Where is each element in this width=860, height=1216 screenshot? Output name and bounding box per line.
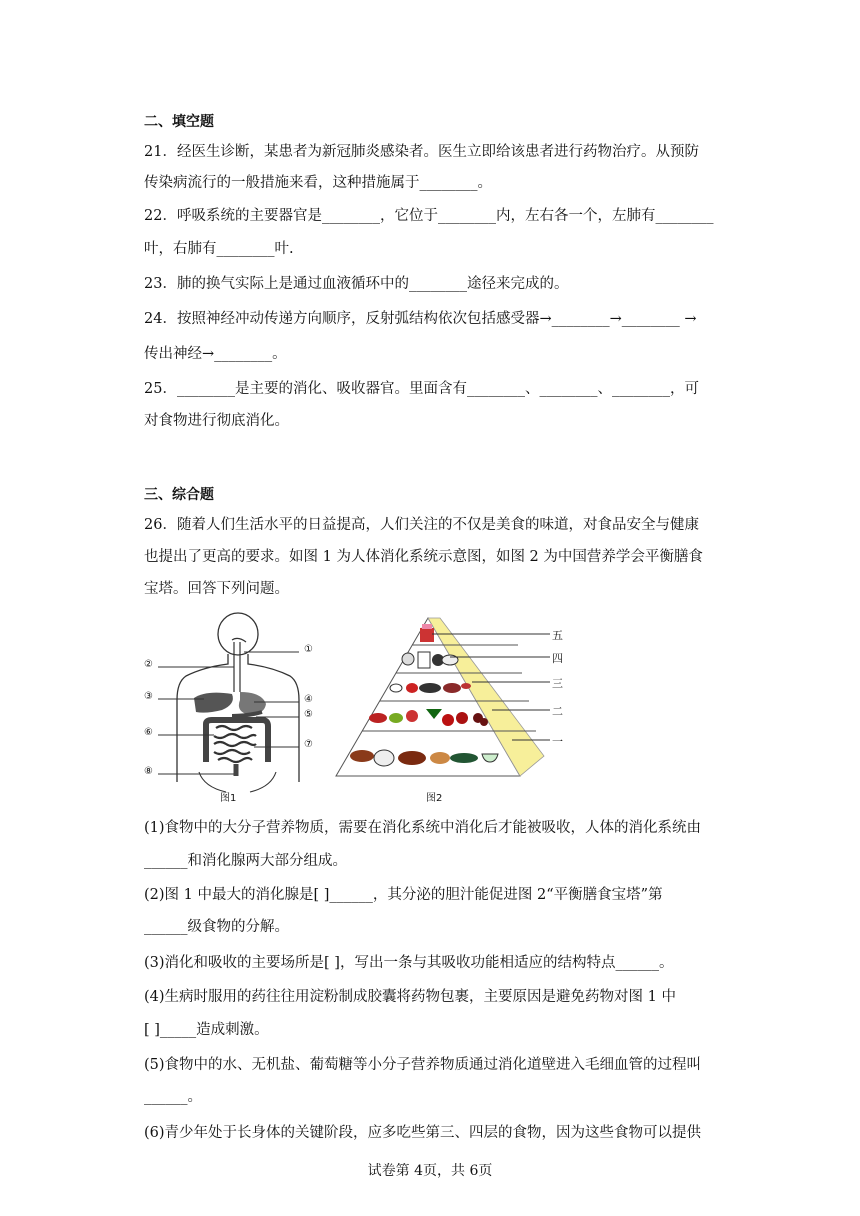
sub4-line2: [ ]_____造成刺激。: [144, 1022, 269, 1038]
fig1-label-6: ⑥: [144, 727, 153, 738]
fig2-caption: 图2: [426, 793, 443, 804]
fig1-label-1: ①: [304, 644, 313, 655]
section-heading-fill-blank: 二、填空题: [144, 114, 214, 130]
q22-line2: 叶，右肺有________叶.: [144, 241, 294, 257]
q25-line2: 对食物进行彻底消化。: [144, 413, 289, 429]
pyramid-level-2: 二: [552, 705, 563, 718]
q21-line1: 21．经医生诊断，某患者为新冠肺炎感染者。医生立即给该患者进行药物治疗。从预防: [144, 144, 699, 160]
pyramid-level-4: 四: [552, 652, 563, 665]
figures: [144, 612, 584, 807]
sub6-line1: (6)青少年处于长身体的关键阶段，应多吃些第三、四层的食物，因为这些食物可以提供: [144, 1125, 702, 1141]
q23-line1: 23．肺的换气实际上是通过血液循环中的________途径来完成的。: [144, 276, 569, 292]
sub1-line1: (1)食物中的大分子营养物质，需要在消化系统中消化后才能被吸收，人体的消化系统由: [144, 820, 702, 836]
fig1-label-3: ③: [144, 691, 153, 702]
page-footer: 试卷第 4页，共 6页: [367, 1163, 493, 1179]
food-pyramid-diagram: [332, 614, 572, 789]
sub2-line1: (2)图 1 中最大的消化腺是[ ]______，其分泌的胆汁能促进图 2“平衡膳食宝塔”第: [144, 887, 663, 903]
pyramid-level-3: 三: [552, 677, 563, 690]
sub4-line1: (4)生病时服用的药往往用淀粉制成胶囊将药物包裹，主要原因是避免药物对图 1 中: [144, 989, 676, 1005]
section-heading-comprehensive: 三、综合题: [144, 487, 214, 503]
q26-line3: 宝塔。回答下列问题。: [144, 581, 289, 597]
fig1-caption: 图1: [220, 793, 237, 804]
q26-line2: 也提出了更高的要求。如图 1 为人体消化系统示意图，如图 2 为中国营养学会平衡膳食: [144, 549, 703, 565]
sub3-line1: (3)消化和吸收的主要场所是[ ]，写出一条与其吸收功能相适应的结构特点______。: [144, 955, 674, 971]
sub5-line2: ______。: [144, 1089, 202, 1105]
pyramid-level-1: 一: [552, 735, 563, 748]
fig1-label-7: ⑦: [304, 739, 313, 750]
fig1-label-8: ⑧: [144, 766, 153, 777]
q24-line1: 24．按照神经冲动传递方向顺序，反射弧结构依次包括感受器→________→________ →: [144, 311, 697, 327]
fig1-label-5: ⑤: [304, 709, 313, 720]
q24-line2: 传出神经→________。: [144, 346, 287, 362]
q22-line1: 22．呼吸系统的主要器官是________，它位于________内，左右各一个，左肺有________: [144, 208, 714, 224]
q21-line2: 传染病流行的一般措施来看，这种措施属于________。: [144, 175, 492, 191]
q25-line1: 25．________是主要的消化、吸收器官。里面含有________、________、________，可: [144, 381, 699, 397]
digestive-system-diagram: [144, 612, 324, 807]
fig1-label-2: ②: [144, 659, 153, 670]
pyramid-level-5: 五: [552, 629, 563, 642]
sub5-line1: (5)食物中的水、无机盐、葡萄糖等小分子营养物质通过消化道壁进入毛细血管的过程叫: [144, 1057, 702, 1073]
sub1-line2: ______和消化腺两大部分组成。: [144, 853, 347, 869]
sub2-line2: ______级食物的分解。: [144, 919, 289, 935]
fig1-label-4: ④: [304, 694, 313, 705]
q26-line1: 26．随着人们生活水平的日益提高，人们关注的不仅是美食的味道，对食品安全与健康: [144, 517, 699, 533]
